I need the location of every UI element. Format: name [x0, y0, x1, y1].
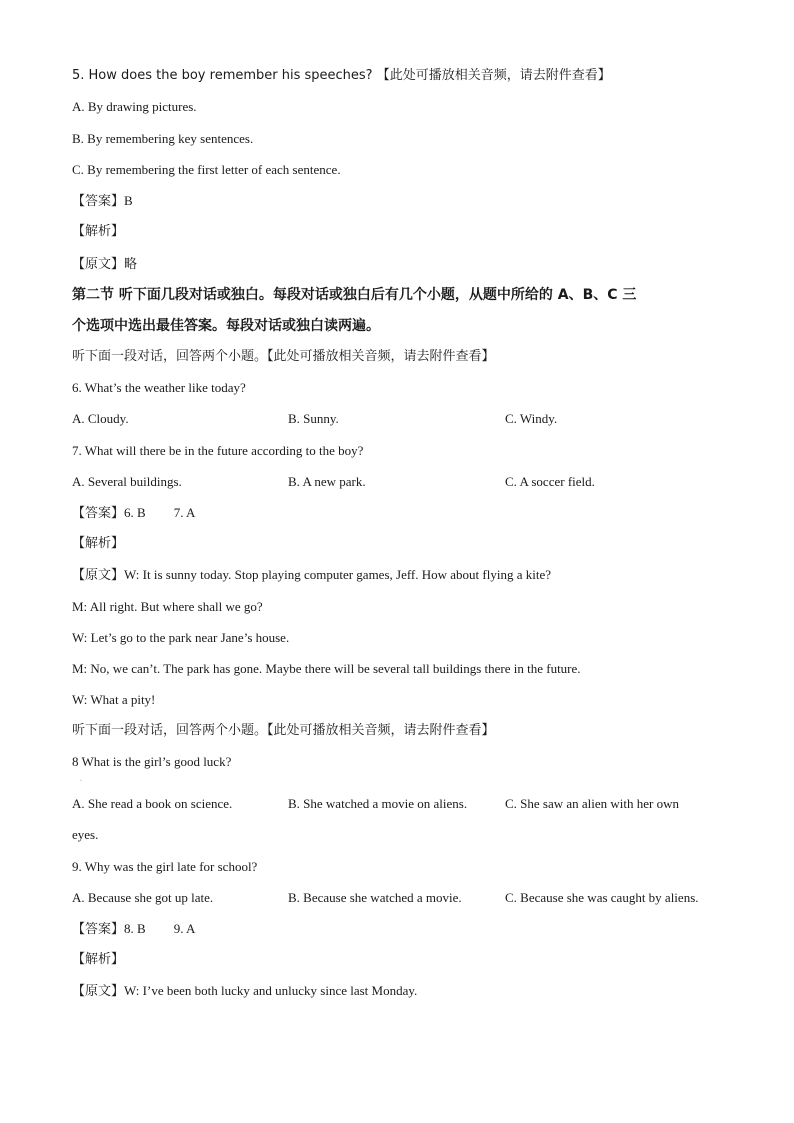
transcript-tag: 【原文】	[72, 568, 125, 583]
q8-option-c-wrap: eyes.	[72, 827, 99, 842]
dialog1-analysis-tag: 【解析】	[72, 536, 125, 551]
q9-option-c: C. Because she was caught by aliens.	[505, 890, 699, 905]
q8-option-a: A. She read a book on science.	[72, 796, 233, 811]
q7-question: 7. What will there be in the future according to the boy?	[72, 443, 364, 458]
answer-8: 8. B	[124, 921, 146, 936]
answer-9: 9. A	[173, 921, 196, 936]
q6-option-b: B. Sunny.	[288, 411, 339, 426]
q9-question: 9. Why was the girl late for school?	[72, 859, 258, 874]
transcript-text: 略	[124, 257, 138, 272]
q7-option-b: B. A new park.	[288, 474, 366, 489]
q7-option-a: A. Several buildings.	[72, 474, 182, 489]
q6-option-a: A. Cloudy.	[72, 411, 129, 426]
transcript-tag: 【原文】	[72, 257, 125, 272]
q9-option-a: A. Because she got up late.	[72, 890, 214, 905]
dialog2-analysis-tag: 【解析】	[72, 952, 125, 967]
dialog1-transcript-line4: M: No, we can’t. The park has gone. Maybe there will be several tall buildings there in the future.	[72, 661, 581, 676]
transcript-tag: 【原文】	[72, 984, 125, 999]
section2-heading-line2: 个选项中选出最佳答案。每段对话或独白读两遍。	[72, 318, 380, 334]
dialog1-transcript-line3: W: Let’s go to the park near Jane’s house.	[72, 630, 290, 645]
dialog1-answer	[72, 504, 195, 523]
answer-tag: 【答案】	[72, 506, 125, 521]
q8-question: 8 What is the girl’s good luck?	[72, 754, 232, 769]
dialog2-transcript-line1	[72, 982, 417, 1001]
q5-analysis-tag: 【解析】	[72, 224, 125, 239]
answer-6: 6. B	[124, 505, 146, 520]
dialog2-answer	[72, 920, 195, 939]
stray-dot-mark: ·	[80, 778, 82, 784]
q7-option-c: C. A soccer field.	[505, 474, 595, 489]
answer-7: 7. A	[173, 505, 196, 520]
q5-answer	[72, 192, 133, 211]
q5-option-a: A. By drawing pictures.	[72, 99, 197, 114]
q9-option-b: B. Because she watched a movie.	[288, 890, 462, 905]
section2-heading-line1: 第二节 听下面几段对话或独白。每段对话或独白后有几个小题，从题中所给的 A、B、C 三	[72, 287, 637, 303]
dialog1-transcript-line5: W: What a pity!	[72, 692, 156, 707]
q5-option-c: C. By remembering the first letter of each sentence.	[72, 162, 341, 177]
dialog1-intro: 听下面一段对话，回答两个小题。【此处可播放相关音频，请去附件查看】	[72, 349, 495, 364]
q5-question: 5. How does the boy remember his speeches? 【此处可播放相关音频，请去附件查看】	[72, 68, 611, 83]
transcript-text: W: It is sunny today. Stop playing computer games, Jeff. How about flying a kite?	[124, 567, 552, 582]
q8-option-c: C. She saw an alien with her own	[505, 796, 680, 811]
q5-option-b: B. By remembering key sentences.	[72, 131, 254, 146]
q8-option-b: B. She watched a movie on aliens.	[288, 796, 468, 811]
answer-tag: 【答案】	[72, 194, 125, 209]
answer-tag: 【答案】	[72, 922, 125, 937]
dialog2-intro: 听下面一段对话，回答两个小题。【此处可播放相关音频，请去附件查看】	[72, 723, 495, 738]
transcript-text: W: I’ve been both lucky and unlucky since last Monday.	[124, 983, 418, 998]
dialog1-transcript-line1	[72, 566, 551, 585]
q6-question: 6. What’s the weather like today?	[72, 380, 246, 395]
dialog1-transcript-line2: M: All right. But where shall we go?	[72, 599, 263, 614]
q6-option-c: C. Windy.	[505, 411, 558, 426]
q5-transcript	[72, 255, 137, 274]
answer-value: B	[124, 193, 133, 208]
